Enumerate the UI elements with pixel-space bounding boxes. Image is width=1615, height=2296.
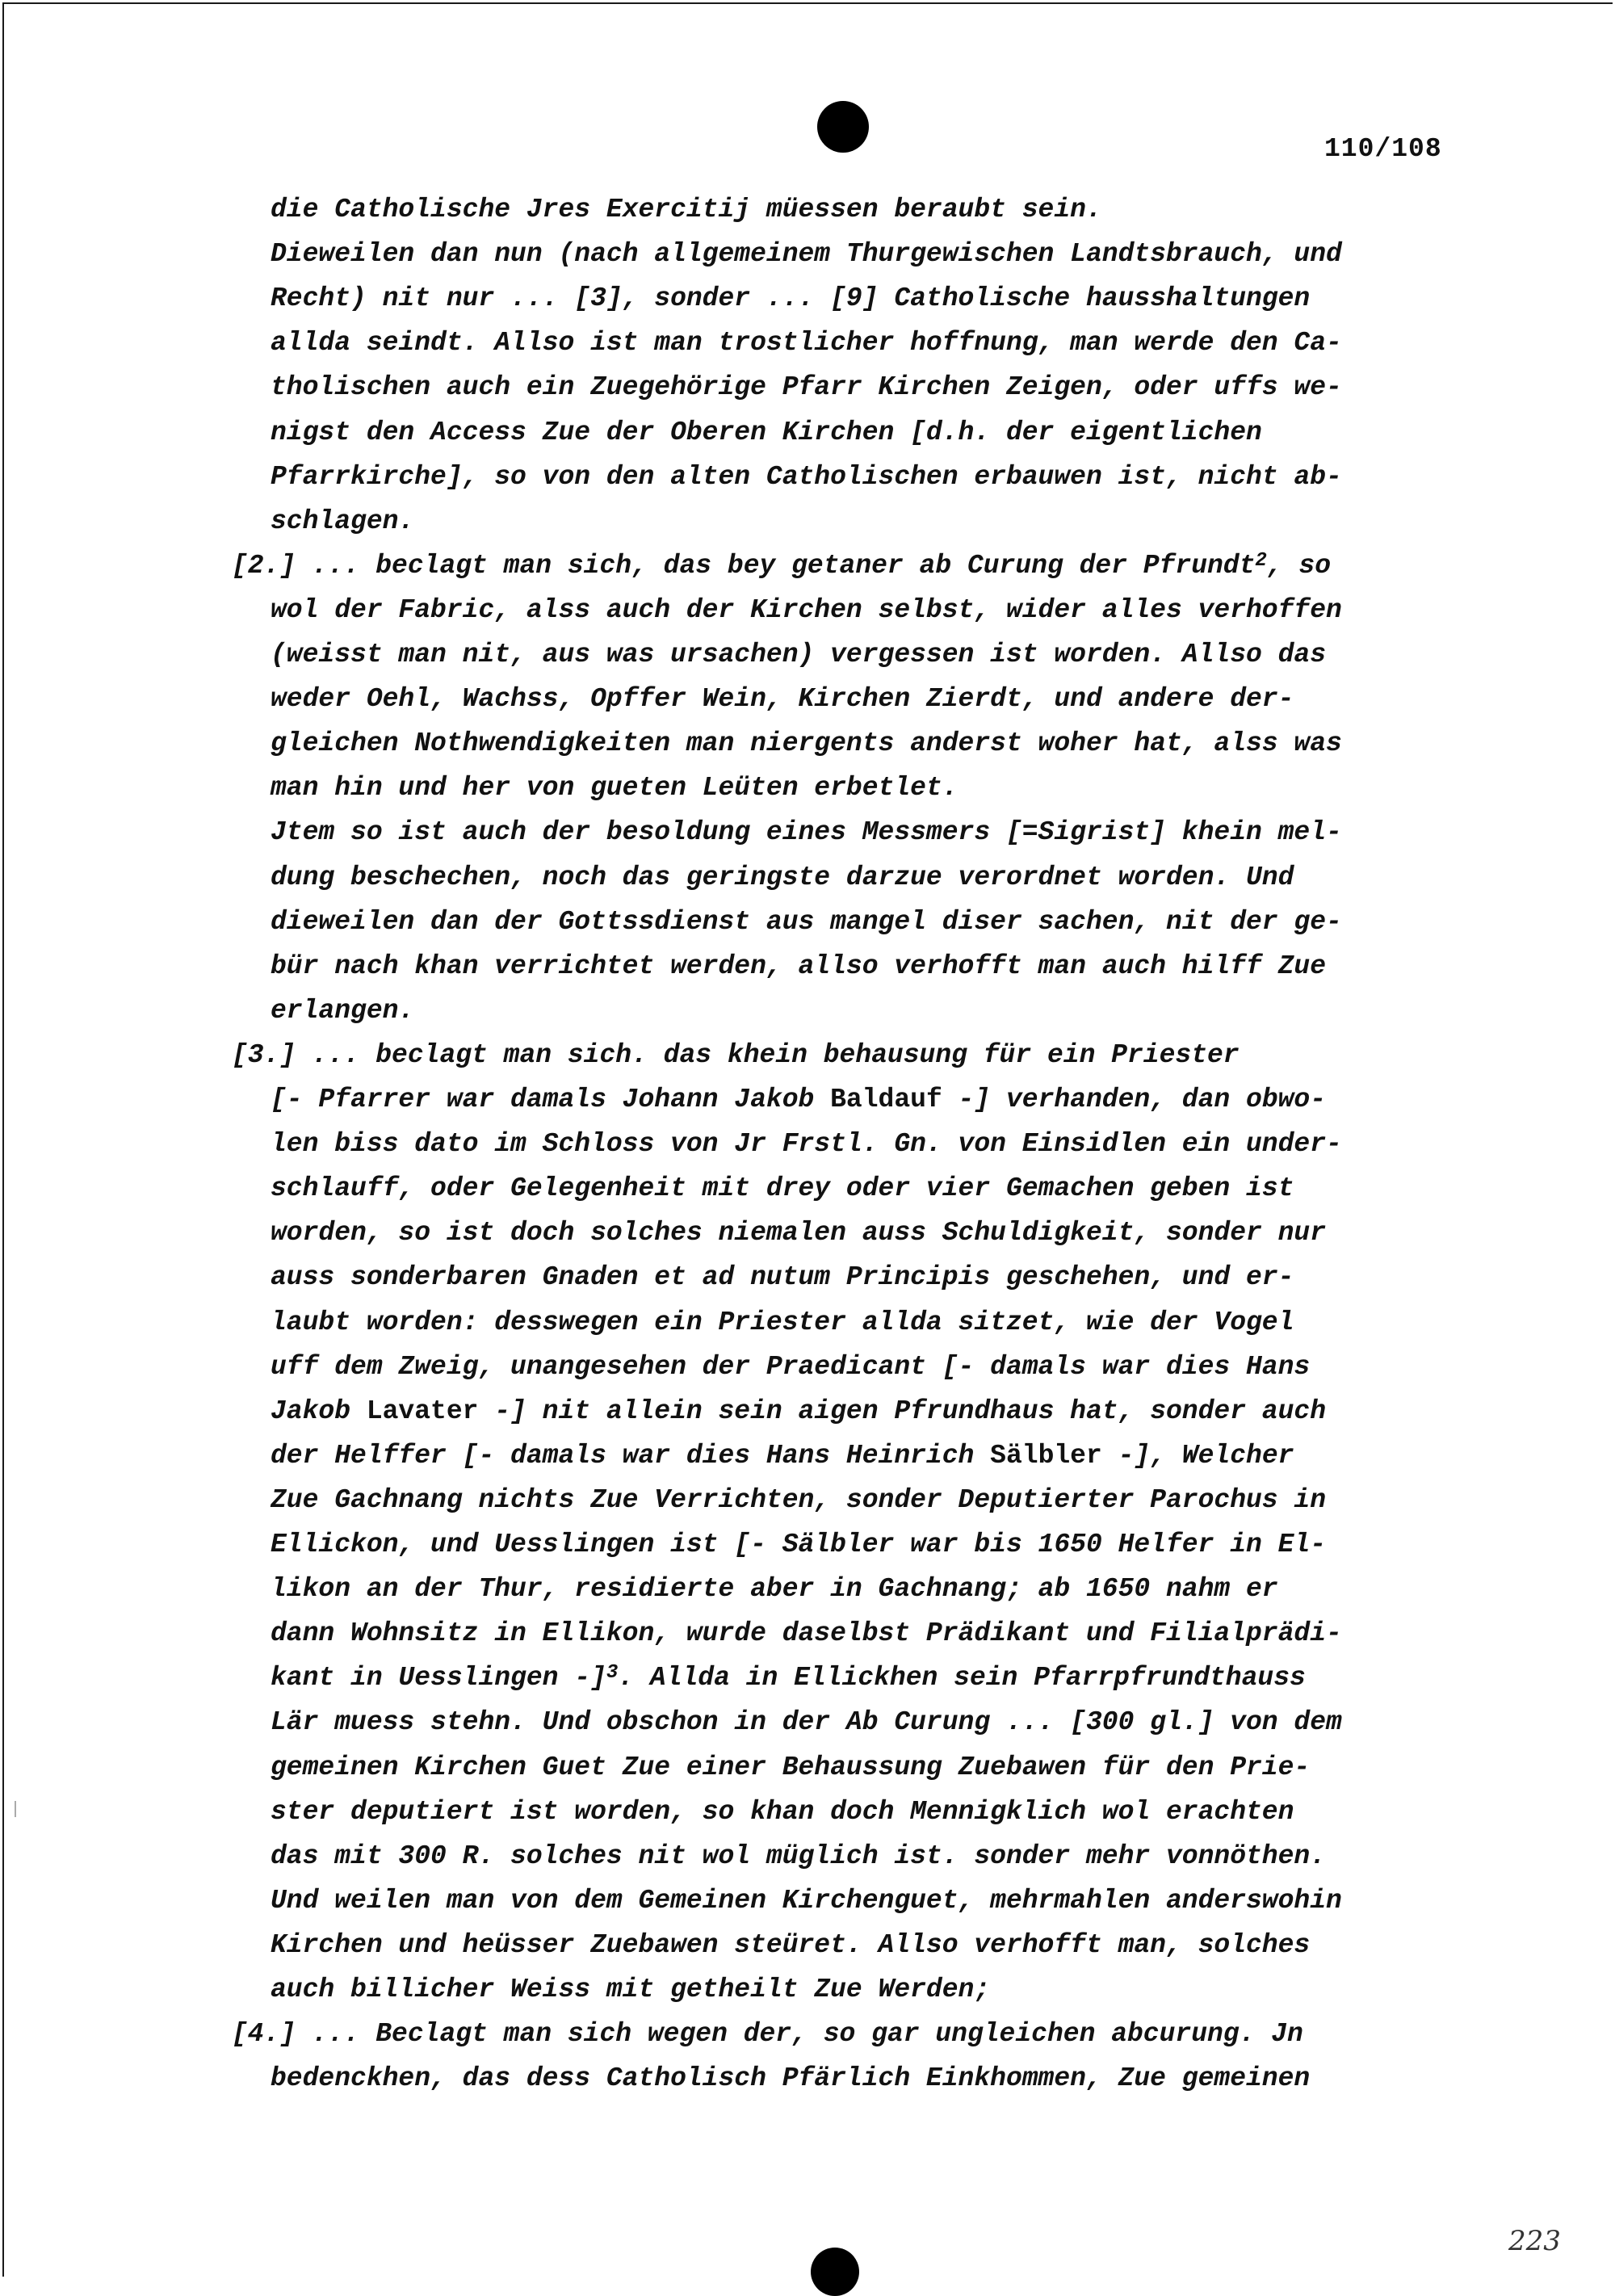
line-text: der Helffer [- damals war dies Hans Heinrich — [271, 1440, 991, 1471]
line-text: Zue Gachnang nichts Zue Verrichten, sonder Deputierter Parochus in — [271, 1484, 1327, 1515]
text-line — [271, 1752, 1310, 1784]
line-text: Recht) nit nur ... [3], sonder ... [9] Catholische hausshaltungen — [271, 283, 1311, 314]
line-text: kant in Uesslingen -] — [271, 1663, 606, 1694]
line-text: dung beschechen, noch das geringste darzue verordnet worden. Und — [271, 862, 1294, 892]
text-line — [271, 2063, 1310, 2095]
line-text: Jtem so ist auch der besoldung eines Messmers [=Sigrist] khein mel- — [271, 817, 1342, 848]
text-line — [271, 283, 1310, 315]
line-text: gleichen Nothwendigkeiten man niergents anderst woher hat, alss was — [271, 728, 1342, 759]
text-line — [232, 550, 1331, 582]
line-text: Ellickon, und Uesslingen ist [- Sälbler war bis 1650 Helfer in El- — [271, 1530, 1327, 1559]
page-number: 110/108 — [1324, 134, 1442, 164]
text-line — [271, 1974, 990, 2006]
punch-hole-bottom — [811, 2248, 859, 2296]
text-line — [271, 1885, 1342, 1917]
line-text-continuation: -] verhanden, dan obwo- — [942, 1085, 1327, 1114]
text-line — [271, 1128, 1342, 1161]
line-text: ster deputiert ist worden, so khan doch Mennigklich wol erachten — [271, 1796, 1294, 1827]
text-line — [271, 1173, 1294, 1205]
line-text: Pfarrkirche], so von den alten Catholischen erbauwen ist, nicht ab- — [271, 461, 1342, 492]
line-text-continuation: -], Welcher — [1101, 1440, 1294, 1471]
text-line — [271, 1529, 1326, 1561]
line-text: worden, so ist doch solches niemalen auss Schuldigkeit, sonder nur — [271, 1218, 1327, 1249]
line-text: wol der Fabric, alss auch der Kirchen selbst, wider alles verhoffen — [271, 594, 1342, 625]
line-text: das mit 300 R. solches nit wol müglich ist. sonder mehr vonnöthen. — [271, 1841, 1327, 1871]
text-line — [271, 1217, 1326, 1249]
line-text: [4.] ... Beclagt man sich wegen der, so gar ungleichen abcurung. Jn — [232, 2019, 1303, 2050]
line-text: [2.] ... beclagt man sich, das bey getaner ab Curung der Pfrundt — [232, 550, 1256, 581]
punch-hole-top — [817, 101, 869, 153]
line-text: [3.] ... beclagt man sich. das khein behausung für ein Priester — [232, 1039, 1240, 1070]
footnote-marker: 3 — [606, 1662, 619, 1685]
text-line — [271, 594, 1342, 627]
text-line — [271, 1662, 1306, 1694]
text-line — [271, 1841, 1326, 1873]
text-line — [271, 1307, 1294, 1339]
text-line — [271, 371, 1342, 404]
bold-name: Sälbler — [990, 1440, 1102, 1471]
text-line — [271, 1796, 1294, 1828]
bold-name: Baldauf — [830, 1085, 942, 1114]
text-line — [271, 1396, 1326, 1428]
text-line — [271, 1351, 1310, 1383]
text-line — [271, 194, 1102, 226]
text-line — [271, 906, 1342, 938]
text-line — [271, 1929, 1310, 1962]
text-line — [271, 683, 1294, 716]
text-line — [271, 417, 1262, 449]
text-line — [232, 1039, 1240, 1072]
line-text: dieweilen dan der Gottssdienst aus mangel diser sachen, nit der ge- — [271, 906, 1342, 937]
line-text: likon an der Thur, residierte aber in Gachnang; ab 1650 nahm er — [271, 1574, 1278, 1605]
line-text: laubt worden: desswegen ein Priester allda sitzet, wie der Vogel — [271, 1307, 1294, 1337]
text-line — [232, 2018, 1303, 2050]
line-text: die Catholische Jres Exercitij müessen beraubt sein. — [271, 195, 1102, 225]
text-line — [271, 1440, 1294, 1472]
handwritten-folio-number: 223 — [1508, 2225, 1561, 2257]
line-text-continuation: , so — [1266, 550, 1332, 581]
text-line — [271, 1261, 1294, 1294]
scan-speck — [15, 1801, 16, 1817]
line-text: bedenckhen, das dess Catholisch Pfärlich Einkhommen, Zue gemeinen — [271, 2063, 1311, 2094]
text-line — [271, 1706, 1342, 1739]
line-text-continuation: . Allda in Ellickhen sein Pfarrpfrundthauss — [618, 1663, 1306, 1694]
line-text: dann Wohnsitz in Ellikon, wurde daselbst Prädikant und Filialprädi- — [271, 1618, 1342, 1649]
bold-name: Lavater — [366, 1396, 479, 1426]
text-line — [271, 1084, 1326, 1116]
line-text: uff dem Zweig, unangesehen der Praedicant [- damals war dies Hans — [271, 1351, 1311, 1382]
text-line — [271, 951, 1326, 983]
text-line — [271, 995, 414, 1027]
line-text: schlagen. — [271, 506, 415, 536]
line-text: nigst den Access Zue der Oberen Kirchen [d.h. der eigentlichen — [271, 417, 1262, 447]
text-line — [271, 639, 1326, 671]
text-line — [271, 1573, 1278, 1606]
text-line — [271, 772, 959, 804]
line-text: weder Oehl, Wachss, Opffer Wein, Kirchen Zierdt, und andere der- — [271, 684, 1294, 715]
text-line — [271, 816, 1342, 849]
line-text: bür nach khan verrichtet werden, allso verhofft man auch hilff Zue — [271, 951, 1327, 981]
line-text-continuation: -] nit allein sein aigen Pfrundhaus hat, sonder auch — [478, 1396, 1327, 1426]
text-line — [271, 1618, 1342, 1650]
footnote-marker: 2 — [1255, 549, 1267, 572]
line-text: Und weilen man von dem Gemeinen Kirchenguet, mehrmahlen anderswohin — [271, 1885, 1342, 1916]
text-line — [271, 728, 1342, 760]
line-text: (weisst man nit, aus was ursachen) vergessen ist worden. Allso das — [271, 640, 1327, 669]
line-text: Lär muess stehn. Und obschon in der Ab Curung ... [300 gl.] von dem — [271, 1707, 1342, 1738]
text-line — [271, 238, 1342, 271]
line-text: schlauff, oder Gelegenheit mit drey oder vier Gemachen geben ist — [271, 1173, 1294, 1204]
text-line — [271, 506, 414, 538]
line-text: auch billicher Weiss mit getheilt Zue Werden; — [271, 1975, 991, 2004]
line-text: man hin und her von gueten Leüten erbetlet. — [271, 773, 959, 804]
text-line — [271, 461, 1342, 493]
text-line — [271, 327, 1342, 359]
line-text: tholischen auch ein Zuegehörige Pfarr Kirchen Zeigen, oder uffs we- — [271, 372, 1342, 403]
line-text: auss sonderbaren Gnaden et ad nutum Principis geschehen, und er- — [271, 1262, 1294, 1293]
line-text: Jakob — [271, 1396, 367, 1426]
line-text: len biss dato im Schloss von Jr Frstl. Gn. von Einsidlen ein under- — [271, 1129, 1342, 1160]
line-text: Kirchen und heüsser Zuebawen steüret. Allso verhofft man, solches — [271, 1929, 1311, 1960]
text-line — [271, 1484, 1326, 1517]
line-text: erlangen. — [271, 995, 415, 1026]
line-text: [- Pfarrer war damals Johann Jakob — [271, 1085, 831, 1114]
text-line — [271, 862, 1294, 894]
line-text: allda seindt. Allso ist man trostlicher hoffnung, man werde den Ca- — [271, 328, 1342, 359]
line-text: gemeinen Kirchen Guet Zue einer Behaussung Zuebawen für den Prie- — [271, 1752, 1311, 1782]
line-text: Dieweilen dan nun (nach allgemeinem Thurgewischen Landtsbrauch, und — [271, 239, 1342, 270]
